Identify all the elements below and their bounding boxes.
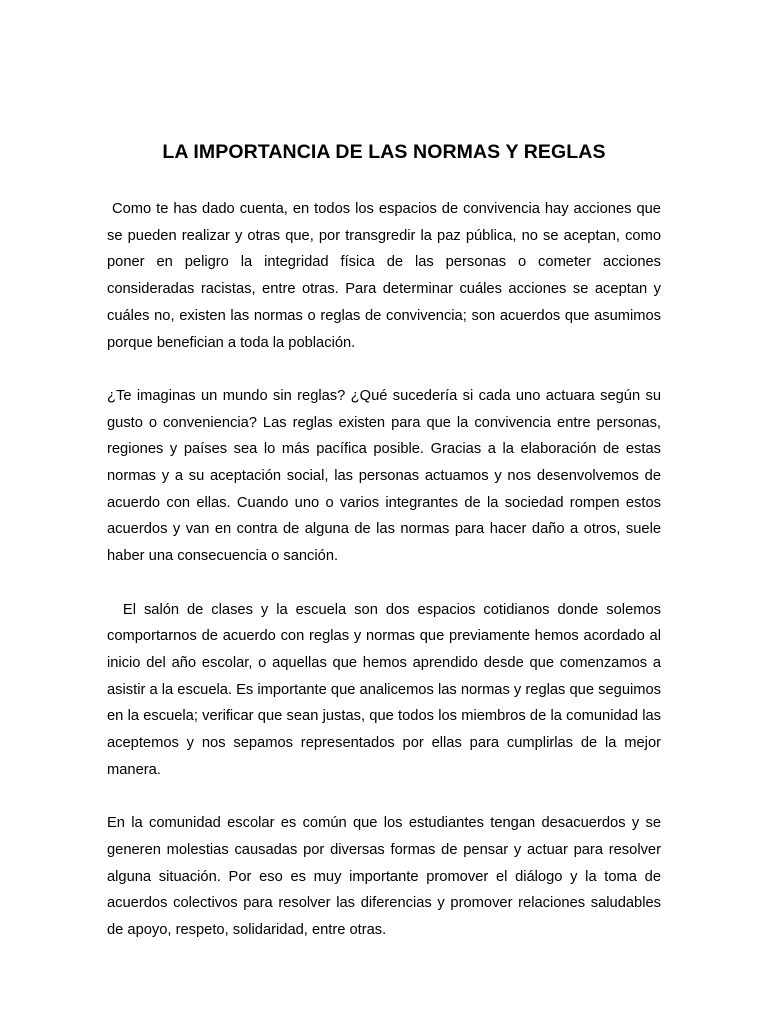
paragraph-1: Como te has dado cuenta, en todos los espacios de convivencia hay acciones que se pueden realizar y otras que, por transgredir la paz pública, no se aceptan, como poner en peligro la integridad física de las personas o cometer acciones consideradas racistas, entre otras. Para determinar cuáles acciones se aceptan y cuáles no, existen las normas o reglas de convivencia; son acuerdos que asumimos porque benefician a toda la población. <box>107 201 666 351</box>
document-title: LA IMPORTANCIA DE LAS NORMAS Y REGLAS <box>162 141 606 163</box>
paragraph-3: El salón de clases y la escuela son dos espacios cotidianos donde solemos comportarnos de acuerdo con reglas y normas que previamente hemos acordado al inicio del año escolar, o aquellas que hemos aprendido desde que comenzamos a asistir a la escuela. Es importante que analicemos las normas y reglas que seguimos en la escuela; verificar que sean justas, que todos los miembros de la comunidad las aceptemos y nos sepamos representados por ellas para cumplirlas de la mejor manera. <box>107 601 666 778</box>
paragraph-2: ¿Te imaginas un mundo sin reglas? ¿Qué sucedería si cada uno actuara según su gusto o conveniencia? Las reglas existen para que la convivencia entre personas, regiones y países sea lo más pacífica posible. Gracias a la elaboración de estas normas y a su aceptación social, las personas actuamos y nos desenvolvemos de acuerdo con ellas. Cuando uno o varios integrantes de la sociedad rompen estos acuerdos y van en contra de alguna de las normas para hacer daño a otros, suele haber una consecuencia o sanción. <box>107 387 661 565</box>
paragraph-4: En la comunidad escolar es común que los estudiantes tengan desacuerdos y se generen molestias causadas por diversas formas de pensar y actuar para resolver alguna situación. Por eso es muy importante promover el diálogo y la toma de acuerdos colectivos para resolver las diferencias y promover relaciones saludables de apoyo, respeto, solidaridad, entre otras. <box>107 815 661 938</box>
document-body <box>107 140 666 944</box>
